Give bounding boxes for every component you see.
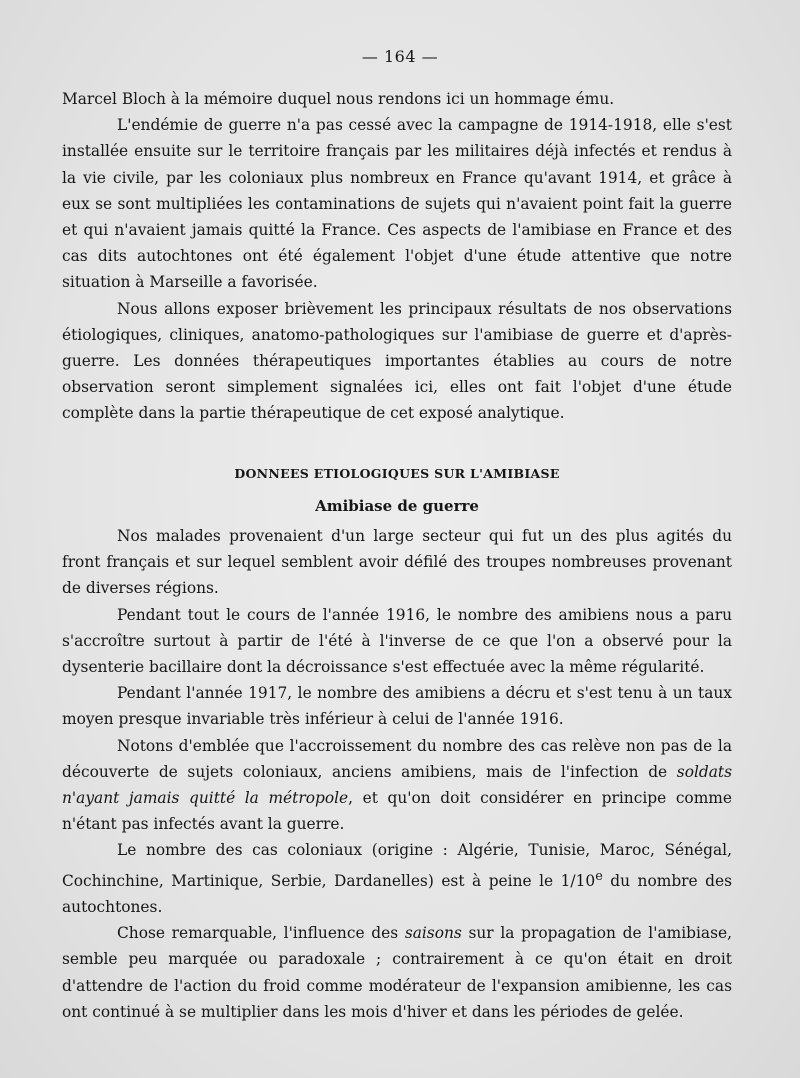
paragraph-soldats-text: Notons d'emblée que l'accroissement du nombre des cas relève non pas de la découverte de sujets coloniaux, anciens amibiens, mais de l'infection de [62, 736, 732, 781]
paragraph-soldats [62, 733, 732, 838]
paragraph-exposer: Nous allons exposer brièvement les principaux résultats de nos observations étiologiques, cliniques, anatomo-pathologiques sur l'amibiase de guerre et d'après-guerre. Les données thérapeutiques importantes établies au cours de notre observation seront simplement signalées ici, elles ont fait l'objet d'une étude complète dans la partie thérapeutique de cet exposé analytique. [62, 299, 732, 423]
body-text [62, 86, 732, 1025]
paragraph-saisons-text: Chose remarquable, l'influence des [117, 924, 405, 943]
paragraph-soldats-text-end: , et qu'on doit considérer en principe comme n'étant pas infectés avant la guerre. [62, 789, 732, 834]
spacer [62, 427, 732, 461]
paragraph-malades: Nos malades provenaient d'un large secteur qui fut un des plus agités du front français et sur lequel semblent avoir défilé des troupes nombreuses provenant de diverses régions. [62, 527, 732, 598]
paragraph-coloniaux-superscript: e [595, 868, 603, 884]
page-number: — 164 — [361, 47, 439, 66]
paragraph-annee-1916: Pendant tout le cours de l'année 1916, le nombre des amibiens nous a paru s'accroître surtout à partir de l'été à l'inverse de ce que l'on a observé pour la dysenterie bacillaire dont la décroissance s'est effectuée avec la même régularité. [62, 605, 732, 677]
sub-heading: Amibiase de guerre [315, 496, 479, 515]
paragraph-saisons-emphasis: saisons [404, 924, 462, 943]
paragraph-coloniaux-text-end: du nombre des autochtones. [62, 871, 732, 917]
section-heading: DONNEES ETIOLOGIQUES SUR L'AMIBIASE [234, 465, 560, 481]
paragraph-coloniaux [62, 837, 732, 920]
paragraph-coloniaux-text: Le nombre des cas coloniaux (origine : Algérie, Tunisie, Maroc, Sénégal, Cochinchine, Martinique, Serbie, Dardanelles) est à peine le 1/10 [62, 841, 732, 890]
paragraph-saisons [62, 920, 732, 1025]
paragraph-saisons-text-end: sur la propagation de l'amibiase, semble peu marquée ou paradoxale ; contrairement à ce qu'on était en droit d'attendre de l'action du froid comme modérateur de l'expansion amibienne, les cas ont continué à se multiplier dans les mois d'hiver et dans les périodes de gelée. [62, 924, 732, 1021]
paragraph-endemie: L'endémie de guerre n'a pas cessé avec la campagne de 1914-1918, elle s'est installée ensuite sur le territoire français par les militaires déjà infectés et rendus à la vie civile, par les coloniaux plus nombreux en France qu'avant 1914, et grâce à eux se sont multipliées les contaminations de sujets qui n'avaient point fait la guerre et qui n'avaient jamais quitté la France. Ces aspects de l'amibiase en France et des cas dits autochtones ont été également l'objet d'une étude attentive que notre situation à Marseille a favorisée. [62, 116, 732, 292]
paragraph-continuation: Marcel Bloch à la mémoire duquel nous rendons ici un hommage ému. [62, 90, 615, 108]
paragraph-annee-1917: Pendant l'année 1917, le nombre des amibiens a décru et s'est tenu à un taux moyen presque invariable très inférieur à celui de l'année 1916. [62, 684, 732, 729]
paragraph-soldats-emphasis: soldats n'ayant jamais quitté la métropole [62, 762, 732, 808]
